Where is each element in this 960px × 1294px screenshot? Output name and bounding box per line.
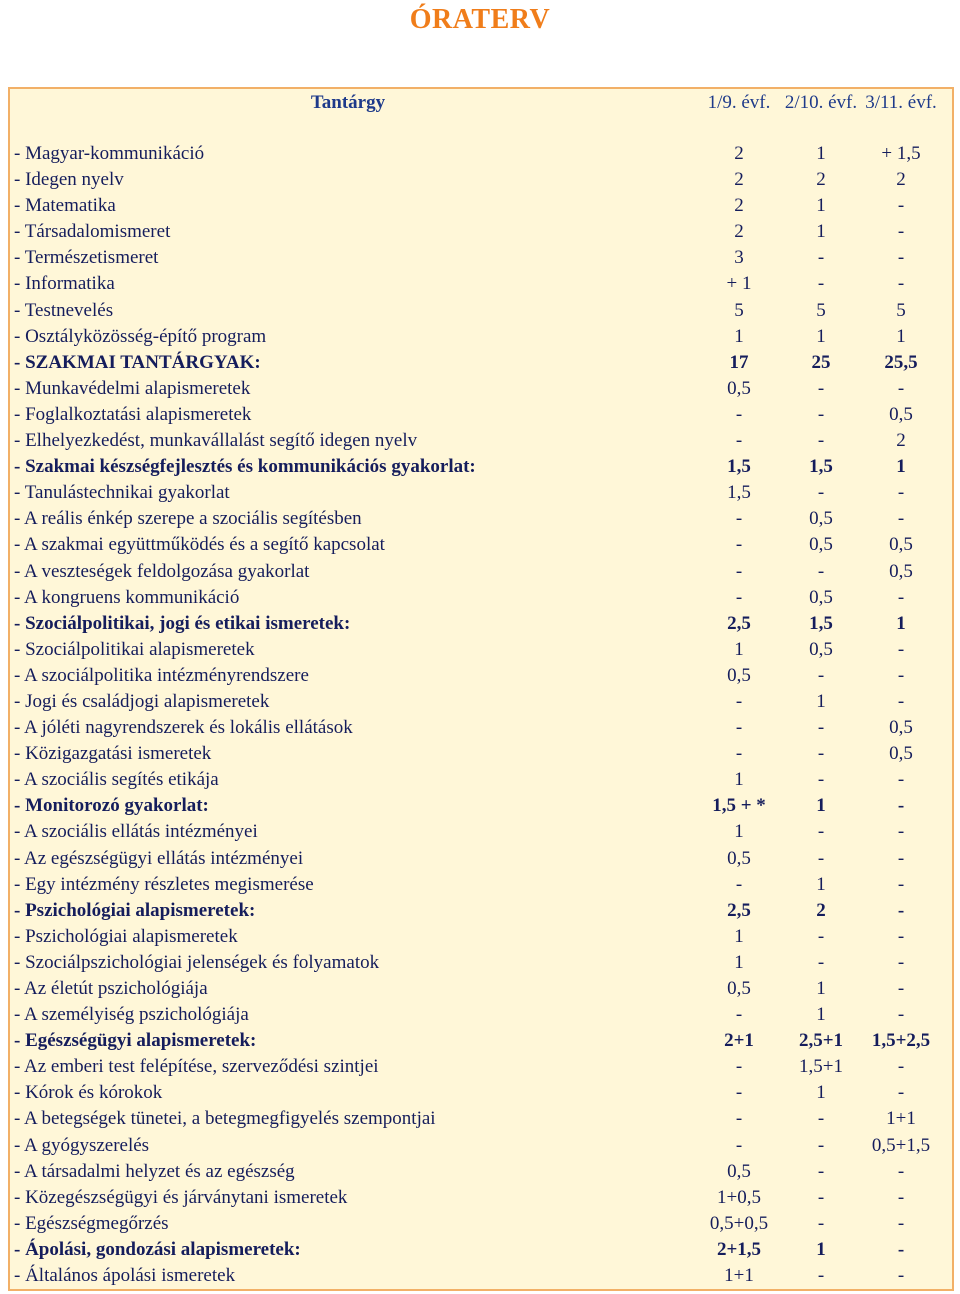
row-subject: - A jóléti nagyrendszerek és lokális ellátások bbox=[14, 717, 353, 739]
row-year-3-hours: + 1,5 bbox=[881, 143, 921, 164]
row-year-2-hours: 1,5+1 bbox=[799, 1056, 843, 1078]
row-year-1-hours: 1,5 bbox=[727, 456, 751, 478]
row-year-1-hours: 0,5+0,5 bbox=[709, 1212, 769, 1234]
table-row bbox=[10, 689, 952, 715]
row-year-1-hours: 1+1 bbox=[724, 1265, 754, 1287]
table-row bbox=[10, 532, 952, 558]
table-row bbox=[10, 506, 952, 532]
row-subject: - Tanulástechnikai gyakorlat bbox=[14, 482, 230, 504]
row-subject: - A személyiség pszichológiája bbox=[14, 1004, 249, 1026]
row-year-2-hours: - bbox=[817, 1134, 825, 1156]
row-subject: - Az életút pszichológiája bbox=[14, 978, 208, 999]
row-year-1-hours: 2 bbox=[734, 143, 744, 164]
row-year-1-hours: 2+1 bbox=[724, 1030, 754, 1052]
row-year-2-hours: - bbox=[817, 717, 825, 739]
row-year-1-hours: - bbox=[735, 560, 743, 582]
row-year-1-hours: 0,5 bbox=[727, 1160, 751, 1182]
table-row bbox=[10, 585, 952, 611]
row-year-3-hours: - bbox=[897, 769, 905, 791]
row-subject: - Az egészségügyi ellátás intézményei bbox=[14, 847, 304, 869]
table-row bbox=[10, 271, 952, 297]
header-year-1: 1/9. évf. bbox=[707, 92, 771, 113]
row-subject: - Társadalomismeret bbox=[14, 221, 171, 243]
row-year-3-hours: 2 bbox=[896, 169, 906, 191]
row-subject: - Egészségügyi alapismeretek: bbox=[14, 1030, 257, 1052]
table-row bbox=[10, 1159, 952, 1185]
table-row bbox=[10, 1106, 952, 1132]
row-year-2-hours: 1,5 bbox=[809, 456, 833, 478]
row-year-2-hours: 0,5 bbox=[809, 638, 833, 660]
table-row bbox=[10, 976, 952, 1002]
row-year-2-hours: 5 bbox=[816, 299, 826, 321]
table-section-row bbox=[10, 454, 952, 480]
row-year-2-hours: - bbox=[817, 403, 825, 425]
row-year-3-hours: - bbox=[897, 821, 905, 843]
row-year-3-hours: - bbox=[897, 925, 905, 947]
row-year-1-hours: 1+0,5 bbox=[717, 1186, 761, 1208]
row-subject: - Természetismeret bbox=[14, 247, 159, 269]
table-row bbox=[10, 950, 952, 976]
row-year-2-hours: 1 bbox=[816, 195, 826, 217]
row-year-1-hours: 3 bbox=[734, 247, 744, 269]
row-year-1-hours: 0,5 bbox=[727, 847, 751, 869]
row-year-2-hours: - bbox=[817, 1212, 825, 1234]
table-row bbox=[10, 298, 952, 324]
row-year-3-hours: - bbox=[897, 1056, 905, 1078]
row-year-2-hours: 1 bbox=[816, 325, 826, 347]
row-year-2-hours: 1 bbox=[816, 1082, 826, 1104]
table-row bbox=[10, 1133, 952, 1159]
row-year-2-hours: - bbox=[817, 560, 825, 582]
row-year-2-hours: - bbox=[817, 847, 825, 869]
row-year-3-hours: - bbox=[897, 221, 905, 243]
row-year-1-hours: - bbox=[735, 534, 743, 556]
row-year-1-hours: - bbox=[735, 430, 743, 452]
row-year-2-hours: - bbox=[817, 925, 825, 947]
row-year-2-hours: - bbox=[817, 247, 825, 269]
row-year-1-hours: 0,5 bbox=[727, 377, 751, 399]
row-subject: - A szociálpolitika intézményrendszere bbox=[14, 664, 309, 686]
row-year-1-hours: - bbox=[735, 1134, 743, 1156]
row-subject: - Pszichológiai alapismeretek bbox=[14, 925, 238, 947]
row-year-1-hours: - bbox=[735, 1108, 743, 1130]
table-row bbox=[10, 846, 952, 872]
row-subject: - Szociálpolitikai, jogi és etikai ismeretek: bbox=[14, 612, 351, 634]
row-year-2-hours: 25 bbox=[811, 351, 831, 373]
row-subject: - Szociálpszichológiai jelenségek és folyamatok bbox=[14, 951, 380, 973]
row-year-2-hours: 2,5+1 bbox=[798, 1030, 844, 1052]
row-year-2-hours: 1 bbox=[816, 1238, 826, 1260]
table-row bbox=[10, 819, 952, 845]
row-subject: - Az emberi test felépítése, szerveződési szintjei bbox=[14, 1056, 379, 1078]
row-year-3-hours: - bbox=[897, 377, 905, 399]
row-year-1-hours: - bbox=[735, 873, 743, 895]
row-year-2-hours: - bbox=[817, 1108, 825, 1130]
row-year-1-hours: 1 bbox=[734, 925, 744, 947]
row-subject: - A betegségek tünetei, a betegmegfigyelés szempontjai bbox=[14, 1108, 436, 1130]
row-subject: - A társadalmi helyzet és az egészség bbox=[14, 1160, 295, 1182]
row-year-1-hours: 1,5 bbox=[727, 482, 751, 504]
row-year-2-hours: - bbox=[817, 769, 825, 791]
row-year-1-hours: 2+1,5 bbox=[716, 1238, 762, 1260]
row-year-3-hours: - bbox=[897, 195, 905, 217]
page-title: ÓRATERV bbox=[409, 4, 551, 35]
row-subject: - Szociálpolitikai alapismeretek bbox=[14, 638, 255, 660]
row-year-3-hours: 1,5+2,5 bbox=[871, 1030, 931, 1052]
table-row bbox=[10, 559, 952, 585]
row-subject: - A szakmai együttműködés és a segítő kapcsolat bbox=[14, 534, 385, 556]
row-year-3-hours: - bbox=[897, 795, 905, 817]
table-row bbox=[10, 767, 952, 793]
row-year-1-hours: 2,5 bbox=[727, 899, 751, 921]
row-year-3-hours: - bbox=[897, 690, 905, 712]
table-row bbox=[10, 428, 952, 454]
row-year-1-hours: - bbox=[735, 690, 743, 712]
row-year-1-hours: 0,5 bbox=[727, 978, 751, 999]
table-row bbox=[10, 637, 952, 663]
row-subject: - Általános ápolási ismeretek bbox=[14, 1265, 236, 1287]
row-year-2-hours: 1 bbox=[816, 221, 826, 243]
row-year-3-hours: 5 bbox=[896, 299, 906, 321]
row-year-3-hours: - bbox=[897, 1160, 905, 1182]
row-year-1-hours: 1 bbox=[734, 769, 744, 791]
row-year-1-hours: 1,5 + * bbox=[712, 795, 766, 817]
row-subject: - A reális énkép szerepe a szociális segítésben bbox=[14, 508, 362, 530]
row-year-2-hours: - bbox=[817, 821, 825, 843]
row-year-3-hours: 0,5 bbox=[889, 560, 913, 582]
row-subject: - Informatika bbox=[14, 273, 115, 295]
row-subject: - Pszichológiai alapismeretek: bbox=[14, 899, 256, 921]
row-year-1-hours: - bbox=[735, 586, 743, 608]
row-subject: - SZAKMAI TANTÁRGYAK: bbox=[14, 351, 261, 373]
row-year-3-hours: - bbox=[897, 638, 905, 660]
row-year-3-hours: 1 bbox=[896, 456, 906, 478]
table-row bbox=[10, 924, 952, 950]
row-year-3-hours: 0,5 bbox=[889, 717, 913, 739]
row-subject: - Jogi és családjogi alapismeretek bbox=[14, 690, 270, 712]
row-year-3-hours: - bbox=[897, 508, 905, 530]
row-year-1-hours: 17 bbox=[729, 351, 749, 373]
row-year-3-hours: - bbox=[897, 1082, 905, 1104]
row-subject: - Egy intézmény részletes megismerése bbox=[14, 873, 314, 895]
row-year-2-hours: - bbox=[817, 1160, 825, 1182]
row-subject: - Matematika bbox=[14, 195, 116, 217]
row-year-2-hours: - bbox=[817, 1265, 825, 1287]
row-year-1-hours: 1 bbox=[734, 325, 744, 347]
row-year-2-hours: - bbox=[817, 1186, 825, 1208]
row-year-2-hours: 0,5 bbox=[809, 508, 833, 530]
row-year-2-hours: - bbox=[817, 377, 825, 399]
row-year-1-hours: - bbox=[735, 1004, 743, 1026]
row-subject: - Elhelyezkedést, munkavállalást segítő idegen nyelv bbox=[14, 430, 418, 452]
row-year-1-hours: 5 bbox=[734, 299, 744, 321]
row-year-1-hours: 1 bbox=[734, 821, 744, 843]
table-row bbox=[10, 376, 952, 402]
row-subject: - Közigazgatási ismeretek bbox=[14, 743, 212, 765]
row-year-3-hours: 1 bbox=[896, 612, 906, 634]
row-subject: - Közegészségügyi és járványtani ismeretek bbox=[14, 1186, 348, 1208]
row-year-1-hours: - bbox=[735, 508, 743, 530]
row-subject: - Osztályközösség-építő program bbox=[14, 325, 267, 347]
row-year-1-hours: - bbox=[735, 1082, 743, 1104]
row-year-3-hours: 2 bbox=[896, 430, 906, 452]
row-year-3-hours: - bbox=[897, 482, 905, 504]
row-year-2-hours: 2 bbox=[816, 899, 826, 921]
curriculum-table bbox=[8, 87, 954, 1291]
row-year-2-hours: 1 bbox=[816, 795, 826, 817]
table-section-row bbox=[10, 793, 952, 819]
row-year-2-hours: - bbox=[817, 951, 825, 973]
table-section-row bbox=[10, 898, 952, 924]
header-year-3: 3/11. évf. bbox=[865, 92, 937, 113]
row-year-3-hours: - bbox=[897, 273, 905, 295]
row-year-2-hours: 1 bbox=[816, 1004, 826, 1026]
row-year-2-hours: - bbox=[817, 664, 825, 686]
row-subject: - Testnevelés bbox=[14, 299, 114, 321]
table-row bbox=[10, 141, 952, 167]
row-year-1-hours: - bbox=[735, 1056, 743, 1078]
row-subject: - A kongruens kommunikáció bbox=[14, 586, 240, 608]
table-row bbox=[10, 193, 952, 219]
table-section-row bbox=[10, 1028, 952, 1054]
row-year-3-hours: - bbox=[897, 847, 905, 869]
table-row bbox=[10, 245, 952, 271]
row-subject: - Munkavédelmi alapismeretek bbox=[14, 377, 251, 399]
table-section-row bbox=[10, 611, 952, 637]
table-section-row bbox=[10, 350, 952, 376]
table-row bbox=[10, 1211, 952, 1237]
row-year-1-hours: 0,5 bbox=[727, 664, 751, 686]
table-body bbox=[10, 141, 952, 1289]
row-year-2-hours: - bbox=[817, 482, 825, 504]
row-subject: - Kórok és kórokok bbox=[14, 1082, 163, 1104]
row-subject: - A veszteségek feldolgozása gyakorlat bbox=[14, 560, 310, 582]
row-year-1-hours: 2 bbox=[734, 195, 744, 217]
row-year-3-hours: - bbox=[897, 899, 905, 921]
row-year-2-hours: - bbox=[817, 743, 825, 765]
row-year-2-hours: - bbox=[817, 273, 825, 295]
row-year-1-hours: 1 bbox=[734, 638, 744, 660]
row-year-2-hours: 1 bbox=[816, 690, 826, 712]
row-year-3-hours: - bbox=[897, 873, 905, 895]
row-year-2-hours: 2 bbox=[816, 169, 826, 191]
row-subject: - Foglalkoztatási alapismeretek bbox=[14, 403, 252, 425]
row-year-2-hours: 1 bbox=[816, 978, 826, 999]
row-year-2-hours: 0,5 bbox=[809, 586, 833, 608]
row-year-3-hours: 0,5 bbox=[889, 743, 913, 765]
table-row bbox=[10, 1002, 952, 1028]
row-year-3-hours: 25,5 bbox=[884, 351, 918, 373]
row-subject: - Ápolási, gondozási alapismeretek: bbox=[14, 1238, 301, 1260]
row-subject: - Magyar-kommunikáció bbox=[14, 143, 205, 164]
table-row bbox=[10, 1054, 952, 1080]
row-subject: - A gyógyszerelés bbox=[14, 1134, 150, 1156]
row-year-3-hours: - bbox=[897, 951, 905, 973]
row-year-1-hours: 2,5 bbox=[727, 612, 751, 634]
row-subject: - Idegen nyelv bbox=[14, 169, 124, 191]
row-year-2-hours: 0,5 bbox=[809, 534, 833, 556]
row-year-3-hours: - bbox=[897, 1265, 905, 1287]
table-header-row bbox=[10, 89, 952, 141]
table-row bbox=[10, 402, 952, 428]
row-year-1-hours: 2 bbox=[734, 221, 744, 243]
row-year-3-hours: - bbox=[897, 978, 905, 999]
row-year-1-hours: - bbox=[735, 403, 743, 425]
table-row bbox=[10, 480, 952, 506]
row-year-3-hours: - bbox=[897, 586, 905, 608]
row-subject: - Monitorozó gyakorlat: bbox=[14, 795, 209, 817]
row-year-1-hours: - bbox=[735, 717, 743, 739]
table-row bbox=[10, 324, 952, 350]
row-year-3-hours: - bbox=[897, 1186, 905, 1208]
table-row bbox=[10, 167, 952, 193]
table-row bbox=[10, 1263, 952, 1289]
row-subject: - Szakmai készségfejlesztés és kommunikációs gyakorlat: bbox=[14, 456, 476, 478]
row-subject: - Egészségmegőrzés bbox=[14, 1212, 169, 1234]
row-subject: - A szociális ellátás intézményei bbox=[14, 821, 258, 843]
table-row bbox=[10, 219, 952, 245]
row-year-2-hours: 1 bbox=[816, 873, 826, 895]
row-year-1-hours: 2 bbox=[734, 169, 744, 191]
row-year-2-hours: 1,5 bbox=[809, 612, 833, 634]
table-row bbox=[10, 1185, 952, 1211]
row-subject: - A szociális segítés etikája bbox=[14, 769, 219, 791]
row-year-1-hours: 1 bbox=[734, 951, 744, 973]
row-year-3-hours: 0,5 bbox=[889, 534, 913, 556]
table-row bbox=[10, 715, 952, 741]
row-year-3-hours: - bbox=[897, 664, 905, 686]
row-year-3-hours: - bbox=[897, 247, 905, 269]
row-year-1-hours: + 1 bbox=[726, 273, 752, 295]
row-year-3-hours: 1+1 bbox=[886, 1108, 916, 1130]
header-year-2: 2/10. évf. bbox=[784, 92, 858, 113]
row-year-1-hours: - bbox=[735, 743, 743, 765]
row-year-3-hours: 1 bbox=[896, 325, 906, 347]
row-year-3-hours: - bbox=[897, 1238, 905, 1260]
row-year-2-hours: 1 bbox=[816, 143, 826, 164]
table-section-row bbox=[10, 1237, 952, 1263]
table-row bbox=[10, 741, 952, 767]
row-year-3-hours: 0,5+1,5 bbox=[871, 1134, 931, 1156]
row-year-3-hours: 0,5 bbox=[889, 403, 913, 425]
table-row bbox=[10, 663, 952, 689]
row-year-3-hours: - bbox=[897, 1212, 905, 1234]
table-row bbox=[10, 1080, 952, 1106]
table-row bbox=[10, 872, 952, 898]
row-year-2-hours: - bbox=[817, 430, 825, 452]
row-year-3-hours: - bbox=[897, 1004, 905, 1026]
header-subject: Tantárgy bbox=[310, 92, 386, 113]
